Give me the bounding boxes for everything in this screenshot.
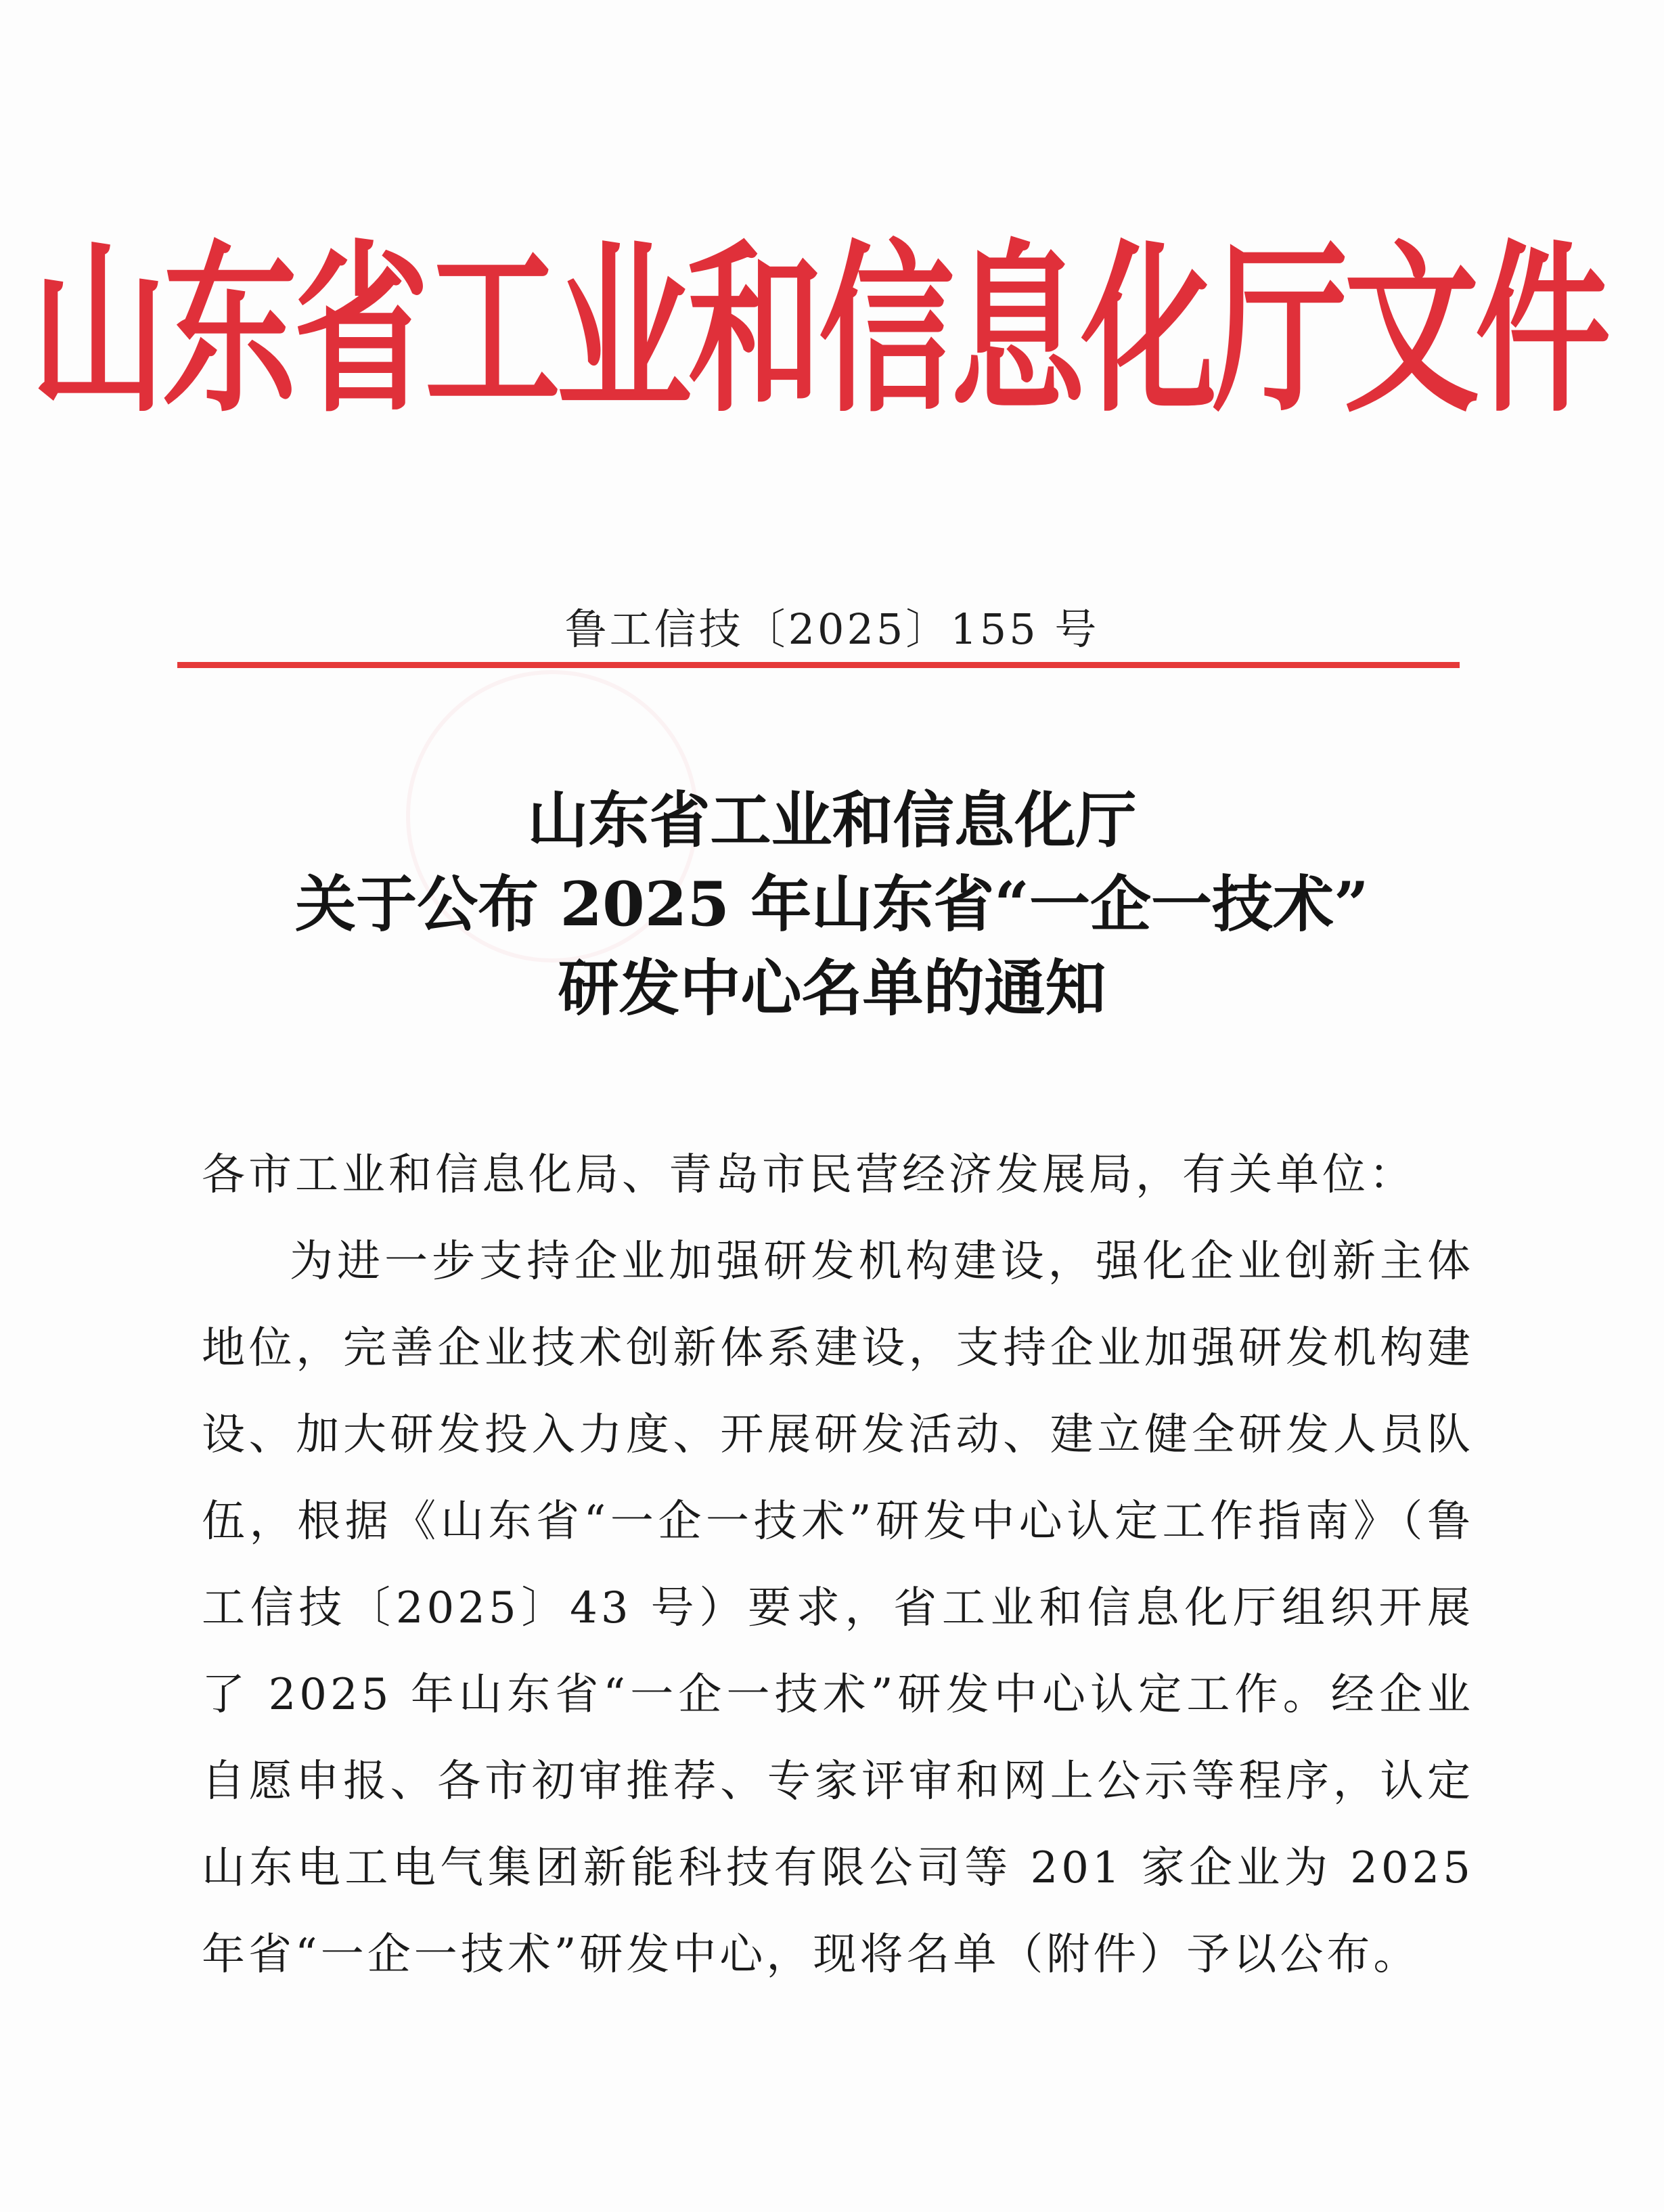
- title-line-1: 山东省工业和信息化厅: [527, 784, 1137, 856]
- issuer-heading: 山东省工业和信息化厅文件: [31, 225, 1607, 438]
- document-number: 鲁工信技〔2025〕155 号: [564, 604, 1100, 654]
- notice-body: [202, 1132, 1474, 1998]
- red-divider-line: [177, 662, 1460, 668]
- title-line-3: 研发中心名单的通知: [558, 952, 1106, 1024]
- salutation: 各市工业和信息化局、青岛市民营经济发展局，有关单位：: [202, 1150, 1416, 1200]
- notice-title: [0, 778, 1664, 1030]
- body-paragraph: 为进一步支持企业加强研发机构建设，强化企业创新主体地位，完善企业技术创新体系建设，支持企业加强研发机构建设、加大研发投入力度、开展研发活动、建立健全研发人员队伍，根据《山东省“一企一技术”研发中心认定工作指南》（鲁工信技〔2025〕43 号）要求，省工业和信息化厅组织开展了 2025 年山东省“一企一技术”研发中心认定工作。经企业自愿申报、各市初审推荐、专家评审和网上公示等程序，认定山东电工电气集团新能科技有限公司等 201 家企业为 2025 年省“一企一技术”研发中心，现将名单（附件）予以公布。: [202, 1237, 1474, 1980]
- masthead: [31, 217, 1607, 447]
- title-line-2: 关于公布 2025 年山东省“一企一技术”: [295, 868, 1369, 940]
